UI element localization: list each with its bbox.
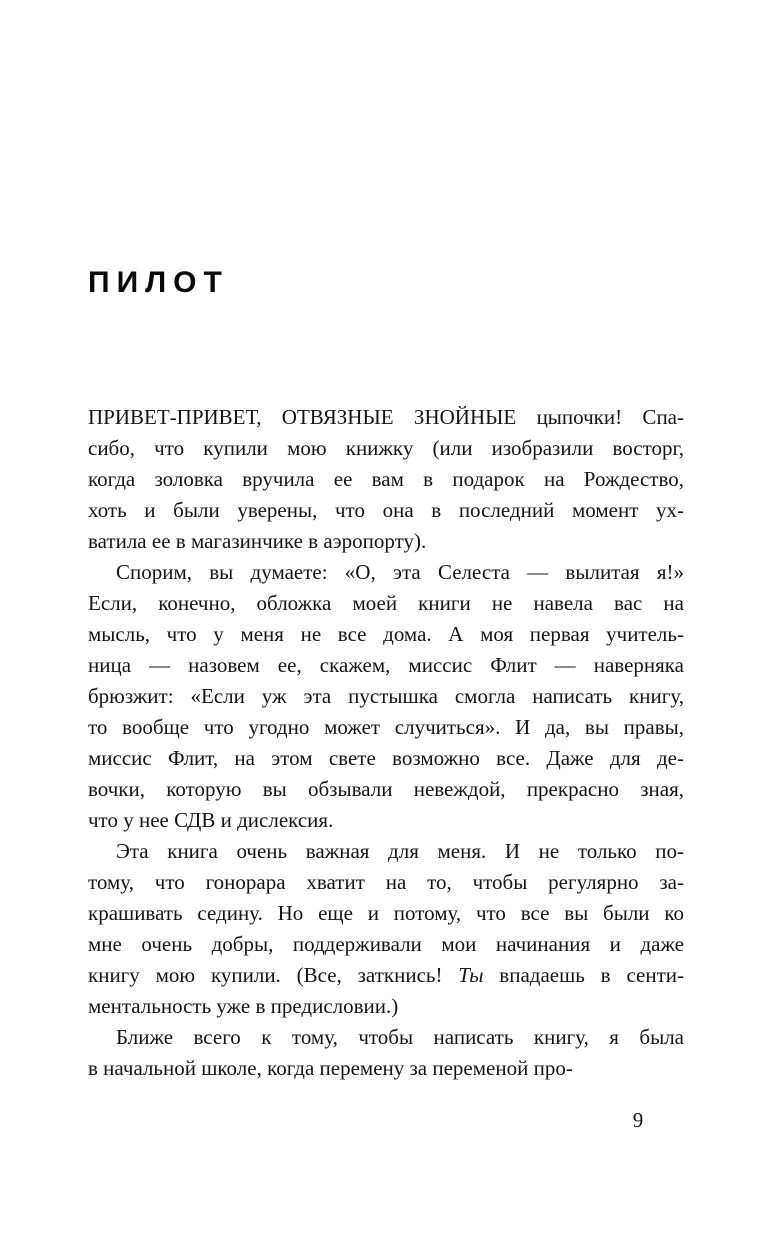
page-number: 9 (632, 1108, 644, 1132)
text-line: ПРИВЕТ-ПРИВЕТ, ОТВЯЗНЫЕ ЗНОЙНЫЕ цыпочки! Спа- (88, 405, 684, 429)
text-line: Спорим, вы думаете: «О, эта Селеста — вылитая я!» (116, 560, 684, 584)
text-line: то вообще что угодно может случиться». И да, вы правы, (88, 715, 684, 739)
text-line: когда золовка вручила ее вам в подарок на Рождество, (88, 467, 684, 491)
text-line: что у нее СДВ и дислексия. (88, 808, 334, 832)
body-text (88, 402, 684, 1084)
text-line: вочки, которую вы обзывали невеждой, прекрасно зная, (88, 777, 684, 801)
text-line: миссис Флит, на этом свете возможно все. Даже для де- (88, 746, 684, 770)
text-line: хоть и были уверены, что она в последний момент ух- (88, 498, 684, 522)
text-line: в начальной школе, когда перемену за переменой про- (88, 1056, 573, 1080)
text-line: мысль, что у меня не все дома. А моя первая учитель- (88, 622, 684, 646)
text-line: сибо, что купили мою книжку (или изобразили восторг, (88, 436, 684, 460)
text-line: ватила ее в магазинчике в аэропорту). (88, 529, 427, 553)
text-line: Эта книга очень важная для меня. И не только по- (116, 839, 684, 863)
paragraph (88, 402, 684, 557)
paragraph (88, 1022, 684, 1084)
text-line: Если, конечно, обложка моей книги не навела вас на (88, 591, 684, 615)
text-line: ница — назовем ее, скажем, миссис Флит — наверняка (88, 653, 684, 677)
text-line: тому, что гонорара хватит на то, чтобы регулярно за- (88, 870, 684, 894)
chapter-title: ПИЛОТ (88, 266, 229, 299)
text-line: мне очень добры, поддерживали мои начинания и даже (88, 932, 684, 956)
text-line: ментальность уже в предисловии.) (88, 994, 399, 1018)
text-line: брюзжит: «Если уж эта пустышка смогла написать книгу, (88, 684, 684, 708)
text-line: Ближе всего к тому, чтобы написать книгу, я была (116, 1025, 684, 1049)
paragraph (88, 836, 684, 1022)
text-line: крашивать седину. Но еще и потому, что все вы были ко (88, 901, 684, 925)
paragraph (88, 557, 684, 836)
text-line: книгу мою купили. (Все, заткнись! Ты впадаешь в сенти- (88, 963, 684, 987)
